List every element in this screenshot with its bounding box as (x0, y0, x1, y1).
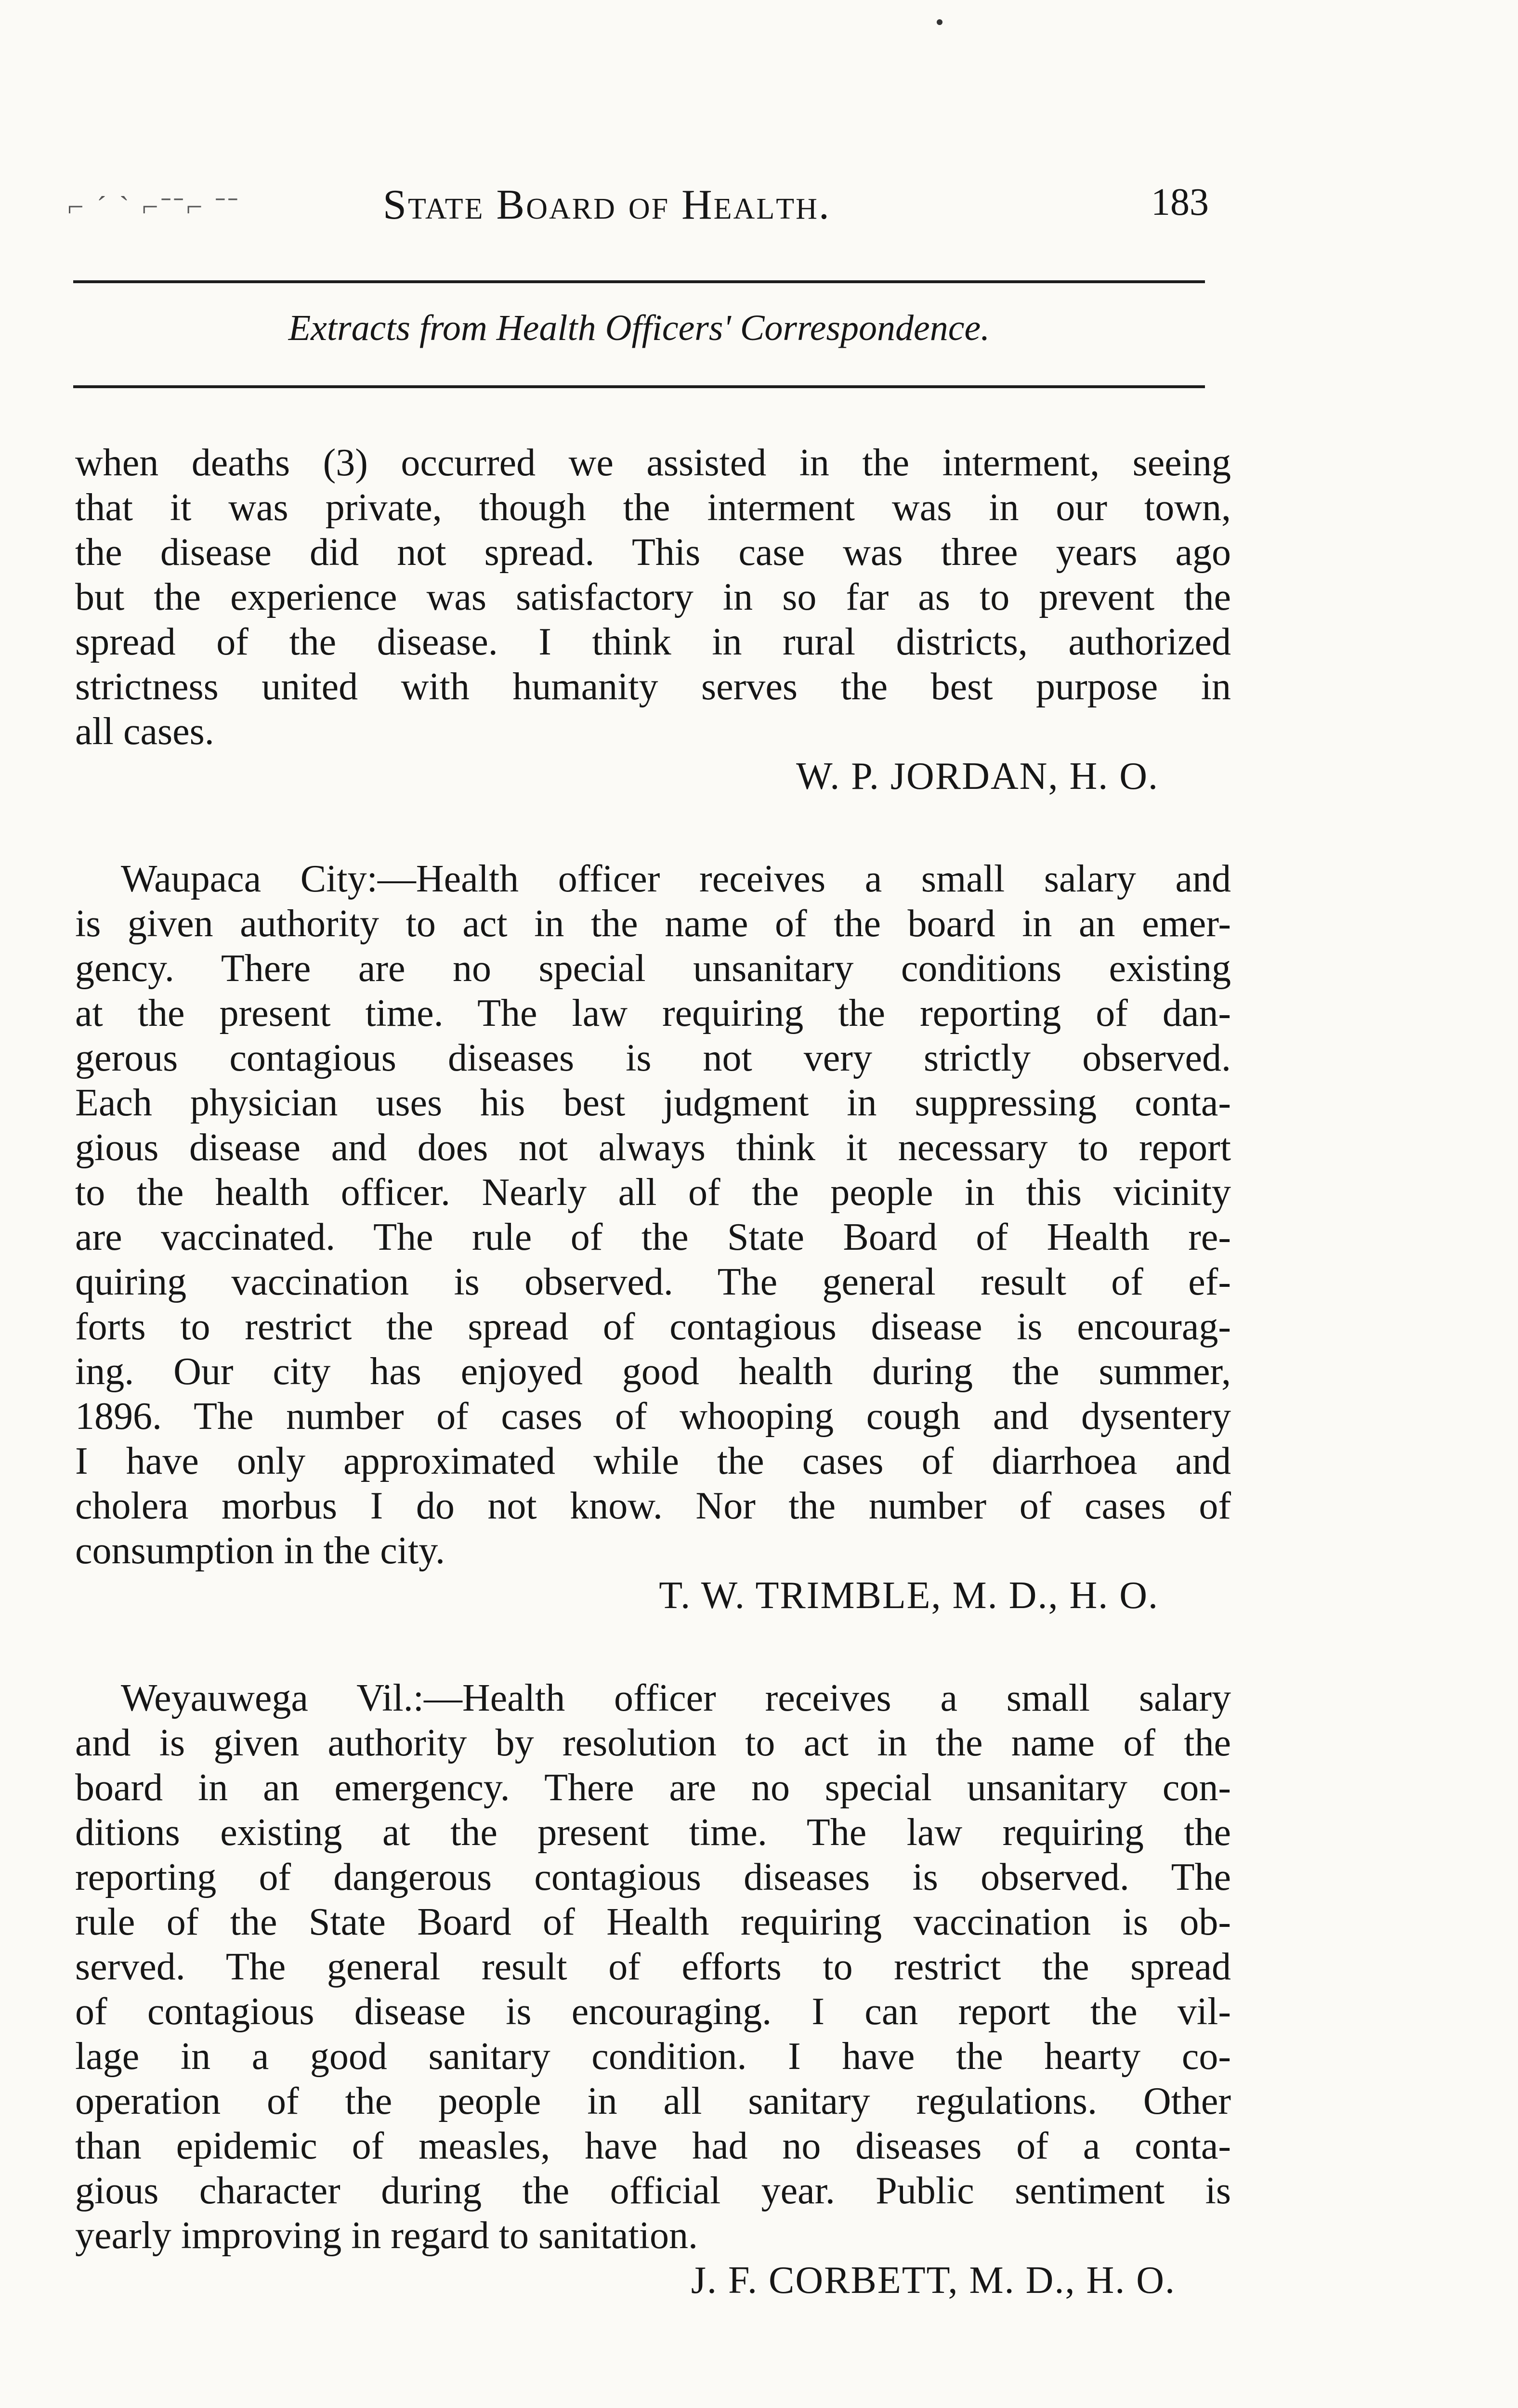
paragraph-gap (75, 1618, 1231, 1676)
page-number: 183 (1151, 181, 1209, 223)
text-line: operation of the people in all sanitary regulations. Other (75, 2080, 1231, 2122)
text-line: all cases. (75, 710, 214, 753)
text-line: ing. Our city has enjoyed good health during the summer, (75, 1350, 1231, 1393)
text-line: gerous contagious diseases is not very strictly observed. (75, 1037, 1231, 1079)
text-line: gious character during the official year. Public sentiment is (75, 2170, 1231, 2212)
text-line: served. The general result of efforts to restrict the spread (75, 1946, 1231, 1988)
text-line: that it was private, though the interment was in our town, (75, 486, 1231, 529)
paragraph-corbett (75, 1676, 1231, 2303)
bottom-rule (73, 385, 1205, 388)
paragraph-jordan (75, 441, 1231, 799)
paragraph-gap (75, 799, 1231, 857)
text-line: of contagious disease is encouraging. I can report the vil- (75, 1990, 1231, 2033)
text-line: board in an emergency. There are no special unsanitary con- (75, 1767, 1231, 1809)
text-line: than epidemic of measles, have had no diseases of a conta- (75, 2125, 1231, 2167)
text-line: but the experience was satisfactory in so far as to prevent the (75, 576, 1231, 618)
text-line: lage in a good sanitary condition. I have the hearty co- (75, 2035, 1231, 2078)
text-line: to the health officer. Nearly all of the people in this vicinity (75, 1171, 1231, 1214)
text-line: when deaths (3) occurred we assisted in the interment, seeing (75, 442, 1231, 484)
body-text (75, 441, 1231, 2303)
text-line: is given authority to act in the name of the board in an emer- (75, 903, 1231, 945)
text-line: I have only approximated while the cases of diarrhoea and (75, 1440, 1231, 1482)
text-line: Waupaca City:—Health officer receives a small salary and (121, 858, 1231, 900)
text-line: Each physician uses his best judgment in suppressing conta- (75, 1082, 1231, 1124)
text-line: 1896. The number of cases of whooping cough and dysentery (75, 1395, 1231, 1438)
text-line: cholera morbus I do not know. Nor the number of cases of (75, 1485, 1231, 1527)
signature-corbett: J. F. CORBETT, M. D., H. O. (691, 2259, 1176, 2302)
ink-speck (937, 19, 942, 25)
text-line: quiring vaccination is observed. The general result of ef- (75, 1261, 1231, 1303)
text-line: rule of the State Board of Health requiring vaccination is ob- (75, 1901, 1231, 1943)
running-title: State Board of Healτh. (383, 182, 831, 228)
text-line: reporting of dangerous contagious diseases is observed. The (75, 1856, 1231, 1898)
top-rule (73, 280, 1205, 283)
text-line: Weyauwega Vil.:—Health officer receives a small salary (121, 1677, 1231, 1719)
text-line: consumption in the city. (75, 1530, 445, 1572)
text-line: gency. There are no special unsanitary conditions existing (75, 947, 1231, 990)
text-line: yearly improving in regard to sanitation. (75, 2214, 698, 2257)
text-line: strictness united with humanity serves the best purpose in (75, 666, 1231, 708)
section-title: Extracts from Health Officers' Correspondence. (288, 308, 990, 348)
text-line: at the present time. The law requiring the reporting of dan- (75, 992, 1231, 1034)
text-line: and is given authority by resolution to act in the name of the (75, 1722, 1231, 1764)
page-header (67, 181, 1209, 234)
paragraph-trimble (75, 857, 1231, 1618)
signature-jordan: W. P. JORDAN, H. O. (796, 755, 1159, 798)
header-smudge-marks: ⌐ ˊ ˋ ⌐ˉˉ⌐ ˉˉ (67, 191, 241, 222)
text-line: are vaccinated. The rule of the State Board of Health re- (75, 1216, 1231, 1258)
text-line: ditions existing at the present time. The law requiring the (75, 1811, 1231, 1854)
text-line: gious disease and does not always think it necessary to report (75, 1126, 1231, 1169)
text-line: the disease did not spread. This case was three years ago (75, 531, 1231, 574)
signature-trimble: T. W. TRIMBLE, M. D., H. O. (659, 1574, 1159, 1617)
text-line: spread of the disease. I think in rural districts, authorized (75, 621, 1231, 663)
text-line: forts to restrict the spread of contagious disease is encourag- (75, 1306, 1231, 1348)
